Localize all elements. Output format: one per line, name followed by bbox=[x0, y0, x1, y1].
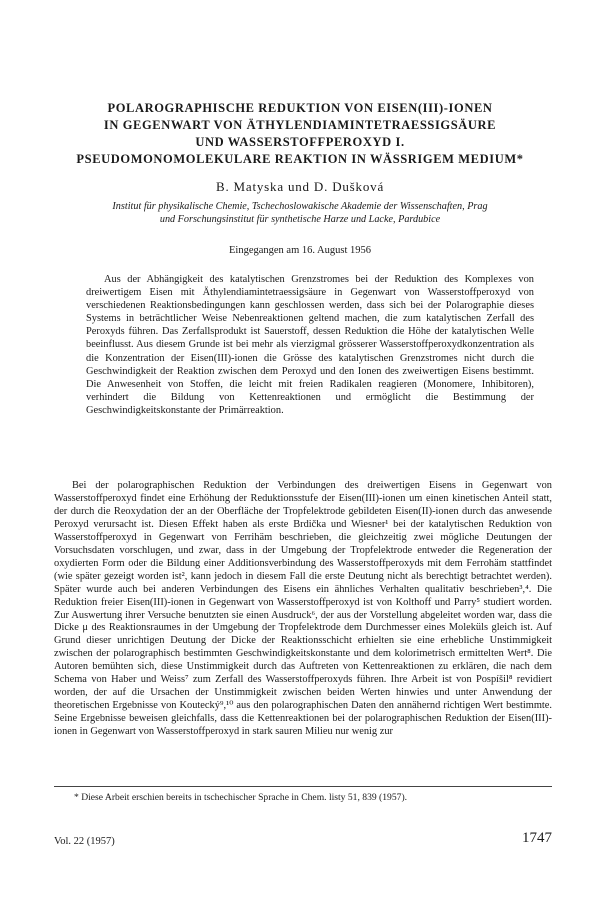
affiliation-line: und Forschungsinstitut für synthetische Harze und Lacke, Pardubice bbox=[159, 214, 441, 225]
received-date: Eingegangen am 16. August 1956 bbox=[228, 245, 372, 256]
title-line: PSEUDOMONOMOLEKULARE REAKTION IN WÄSSRIGEM MEDIUM* bbox=[76, 152, 524, 166]
affiliation bbox=[40, 200, 560, 226]
title-line: IN GEGENWART VON ÄTHYLENDIAMINTETRAESSIGSÄURE bbox=[103, 118, 497, 132]
affiliation-line: Institut für physikalische Chemie, Tschechoslowakische Akademie der Wissenschaften, Prag bbox=[112, 201, 488, 212]
footnote-divider bbox=[54, 786, 552, 787]
abstract: Aus der Abhängigkeit des katalytischen Grenzstromes bei der Reduktion des Komplexes von dreiwertigem Eisen mit Äthylendiamintetraessigsäure in Gegenwart von Wasserstoffperoxyd von verschiedenen Reaktionsbedingungen kann geschlossen werden, dass sich bei der Polarographie dieses Systems in beträchtlicher Weise Nebenreaktionen geltend machen, die zum katalytischen Zerfall des Peroxyds führen. Das Zerfallsprodukt ist Sauerstoff, dessen Reduktion die Höhe der katalytischen Welle beeinflusst. Aus diesem Grunde ist bei mehr als vierzigmal grösserer Wasserstoffperoxydkonzentration als die Konzentration der Eisen(III)-ionen die Grösse des katalytischen Grenzstromes nicht durch die Geschwindigkeit der Reaktion zwischen dem Peroxyd und den Ionen des zweiwertigen Eisens bestimmt. Die Anwesenheit von Stoffen, die leicht mit freien Radikalen reagieren (Monomere, Inhibitoren), verhindert die Bildung von Kettenreaktionen und ermöglicht die Bestimmung der Geschwindigkeitskonstante der Primärreaktion. bbox=[86, 274, 534, 416]
authors: B. Matyska und D. Dušková bbox=[215, 179, 385, 194]
title-line: POLAROGRAPHISCHE REDUKTION VON EISEN(III)-IONEN bbox=[107, 101, 493, 115]
footnote: * Diese Arbeit erschien bereits in tschechischer Sprache in Chem. listy 51, 839 (1957). bbox=[74, 792, 408, 803]
journal-volume: Vol. 22 (1957) bbox=[54, 836, 115, 847]
title-line: UND WASSERSTOFFPEROXYD I. bbox=[195, 135, 405, 149]
body-paragraph: Bei der polarographischen Reduktion der Verbindungen des dreiwertigen Eisens in Gegenwart von Wasserstoffperoxyd findet eine Erhöhung der Reduktionsstufe der Eisen(III)-ionen um einen kinetischen Anteil statt, der durch die Reoxydation der an der Oberfläche der Tropfelektrode gebildeten Eisen(II)-ionen durch das anwesende Peroxyd verursacht ist. Diesen Effekt haben als erste Brdička und Wiesner¹ bei der katalytischen Reduktion von Wasserstoffperoxyd in Gegenwart von Ferrihäm beschrieben, die gleichzeitig zwei mögliche Deutungen der Vorsuchsdaten vorschlugen, und zwar, dass in der Umgebung der Tropfelektrode entweder die Regeneration der oxydierten Form oder die Bildung einer Additionsverbindung des Wasserstoffperoxyds mit dem Ferrohäm stattfindet (wie später gezeigt worden ist², kann jedoch in diesem Fall die erste Deutung nicht als berechtigt betrachtet werden). Später wurde auch bei anderen Verbindungen des Eisens ein ähnliches Verhalten qualitativ beschrieben³,⁴. Die Reduktion freier Eisen(III)-ionen in Gegenwart von Wasserstoffperoxyd ist von Kolthoff und Parry⁵ studiert worden. Zur Auswertung ihrer Versuche benutzten sie einen Ausdruck⁶, der aus der Vorstellung abgeleitet worden war, dass die Dicke μ des Reaktionsraumes in der Umgebung der Tropfelektrode dem Durchmesser eines Moleküls gleich ist. Auf Grund dieser unrichtigen Deutung der Dicke der Reaktionsschicht erhielten sie eine erhebliche Unstimmigkeit zwischen der polarographisch bestimmten Geschwindigkeitskonstante und dem kolorimetrisch ermittelten Wert⁸. Die Autoren bemühten sich, diese Unstimmigkeit durch das Auftreten von Kettenreaktionen zu erklären, die nach dem Schema von Haber und Weiss⁷ zum Zerfall des Wasserstoffperoxyds führen. Ihre Arbeit ist von Pospíšil⁸ revidiert worden, der auf die Ursachen der Unstimmigkeit zwischen beiden Werten hinwies und unter Anwendung der theoretischen Ergebnisse von Koutecký⁹,¹⁰ aus den polarographischen Daten den annähernd richtigen Wert bestimmte. Seine Ergebnisse beweisen gleichfalls, dass die Kettenreaktionen bei der polarographischen Reduktion der Eisen(III)-ionen in Gegenwart von Wasserstoffperoxyd in stark sauren Milieu nur wenig zur bbox=[54, 480, 552, 738]
page-number: 1747 bbox=[522, 830, 552, 846]
article-title bbox=[40, 100, 560, 168]
